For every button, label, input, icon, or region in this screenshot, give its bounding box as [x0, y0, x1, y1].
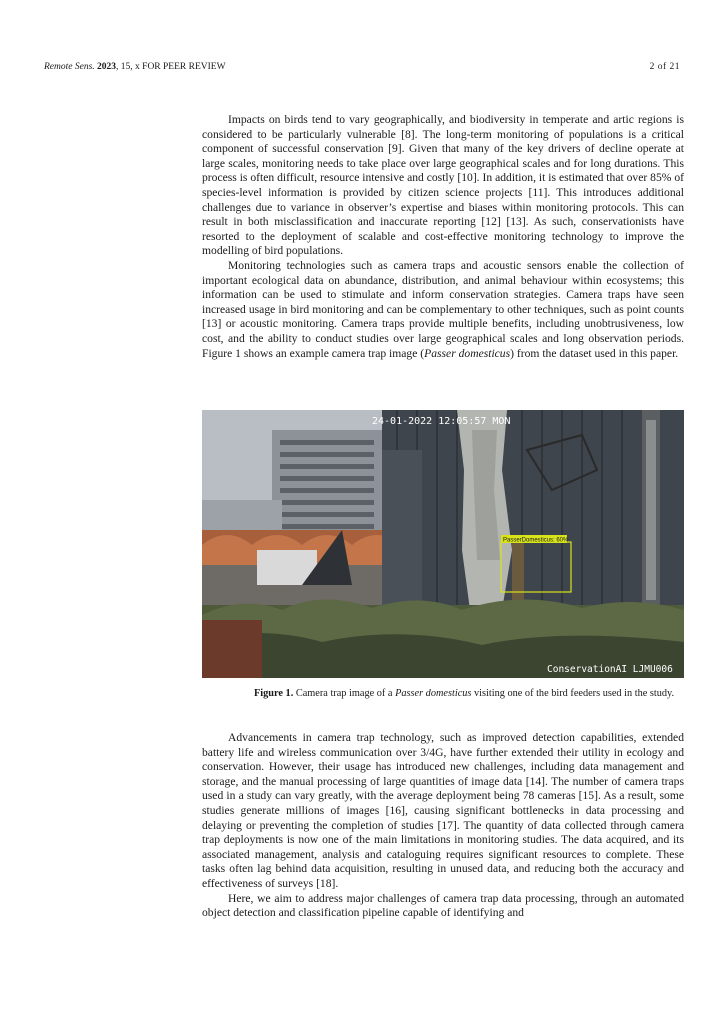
paragraph-2-tail: ) from the dataset used in this paper. [510, 346, 679, 360]
paragraph-1: Impacts on birds tend to vary geographically, and biodiversity in temperate and artic regions is considered to be particularly vulnerable [8]. The long-term monitoring of populations is a critical component of successful conservation [9]. Given that many of the key drivers of decline operate at large scales, monitoring needs to take place over large geographical scales and for long durations. This process is often difficult, resource intensive and costly [10]. In addition, it is estimated that over 85% of species-level information is provided by citizen science projects [11]. This introduces additional challenges due to variance in observer’s expertise and biases within monitoring protocols. This can result in both misclassification and inaccurate reporting [12] [13]. As such, conservationists have resorted to the deployment of scalable and cost-effective monitoring technology to improve the modelling of bird populations. [202, 113, 684, 258]
body-text-bottom [202, 731, 684, 921]
paragraph-2 [202, 259, 684, 361]
journal-volume-status: , 15, x FOR PEER REVIEW [116, 62, 226, 72]
caption-text-before: Camera trap image of a [293, 688, 396, 699]
timestamp-overlay: 24-01-2022 12:05:57 MON [372, 416, 511, 427]
caption-species: Passer domesticus [395, 688, 472, 699]
page-number: 2 of 21 [649, 62, 680, 72]
paragraph-3: Advancements in camera trap technology, such as improved detection capabilities, extended battery life and wireless communication over 3/4G, have further extended their utility in ecology and conservation. However, their usage has introduced new challenges, including data management and storage, and the manual processing of large quantities of image data [14]. The number of camera traps used in a study can vary greatly, with the average deployment being 78 cameras [15]. As a result, some studies generate millions of images [16], causing significant bottlenecks in data processing and delaying or preventing the completion of studies [17]. The quantity of data collected through camera trap deployments is now one of the main limitations in monitoring studies. The data acquired, and its associated management, analysis and cataloguing requires significant resources to complete. These tasks often lag behind data acquisition, resulting in unused data, and reducing both the accuracy and effectiveness of surveys [18]. [202, 731, 684, 890]
caption-label: Figure 1. [254, 688, 294, 699]
figure-1-caption [228, 687, 684, 702]
paragraph-4: Here, we aim to address major challenges of camera trap data processing, through an automated object detection and classification pipeline capable of identifying and [202, 891, 684, 920]
watermark-overlay: ConservationAI LJMU006 [547, 664, 673, 675]
journal-name: Remote Sens. [44, 62, 95, 72]
figure-1-camera-trap-image [202, 410, 684, 678]
journal-year: 2023 [97, 62, 117, 72]
species-name: Passer domesticus [424, 346, 511, 360]
camera-trap-photo [202, 410, 684, 678]
body-text-top [202, 113, 684, 361]
paragraph-2-text: Monitoring technologies such as camera traps and acoustic sensors enable the collection of important ecological data on abundance, distribution, and animal behaviour within ecosystems; this information can be used to stimulate and inform conservation strategies. Camera traps have seen increased usage in bird monitoring and can be complementary to other techniques, such as point counts [13] or acoustic monitoring. Camera traps provide multiple benefits, including unobtrusiveness, low cost, and the ability to conduct studies over large geographical scales and long observation periods. Figure 1 shows an example camera trap image ( [202, 258, 684, 360]
journal-citation [44, 62, 226, 72]
detection-label: PasserDomesticus: 60% [503, 537, 569, 544]
caption-text-after: visiting one of the bird feeders used in the study. [471, 688, 675, 699]
